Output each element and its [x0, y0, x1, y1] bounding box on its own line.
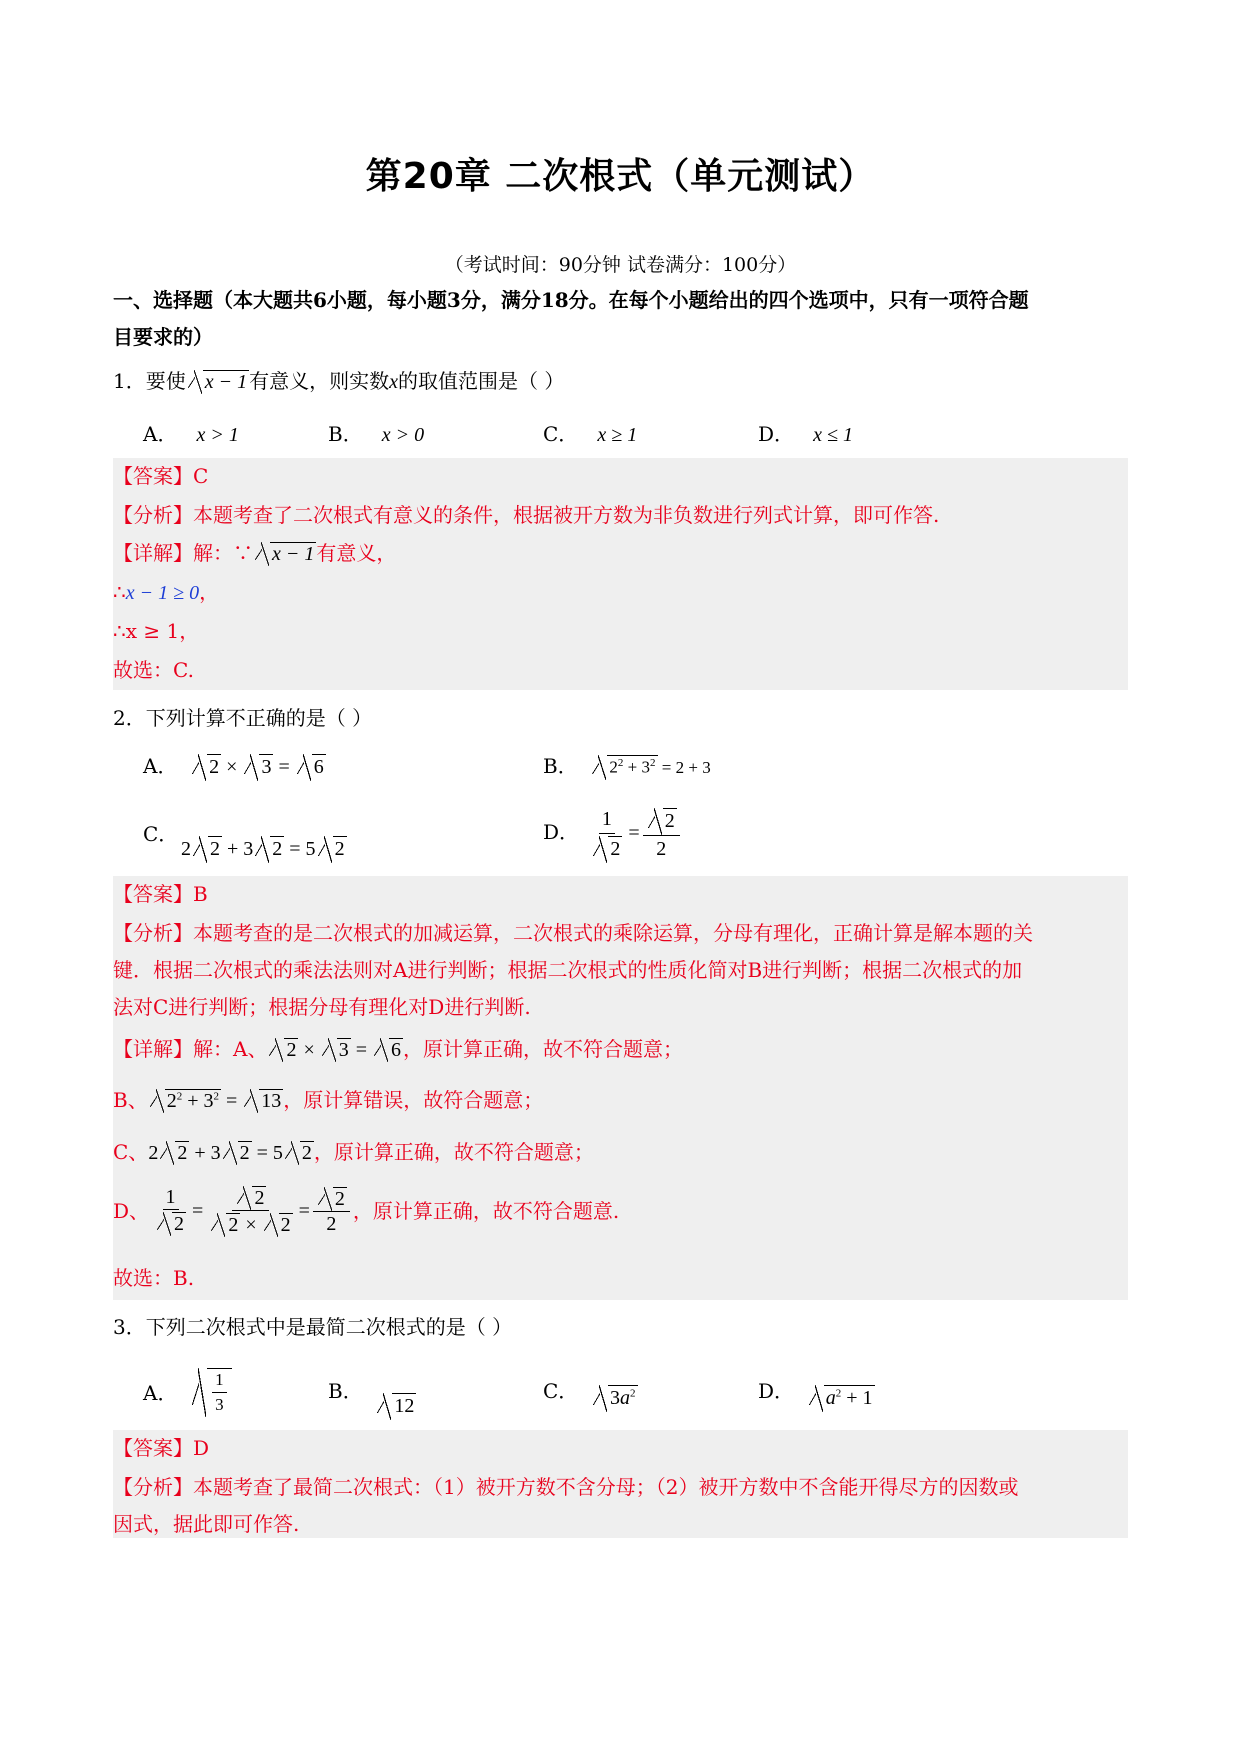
section-heading-line1: 一、选择题（本大题共6小题，每小题3分，满分18分。在每个小题给出的四个选项中，只有一项符合题 — [113, 288, 1029, 312]
question-3-stem: 3．下列二次根式中是最简二次根式的是（ ） — [113, 1315, 513, 1339]
q2-solution-box — [113, 876, 1128, 1300]
question-2-stem: 2．下列计算不正确的是（ ） — [113, 706, 373, 730]
page-title: 第20章 二次根式（单元测试） — [365, 156, 876, 197]
q2-option-c: 2 2 + 3 2 = 5 2 — [181, 838, 345, 860]
q3-option-c: C． $3a^2$ — [543, 1379, 636, 1409]
q2-option-c-label: C． — [143, 822, 179, 846]
q2-answer: 【答案】B — [113, 882, 208, 906]
q2-analysis-line2: 键．根据二次根式的乘法法则对A进行判断；根据二次根式的性质化简对B进行判断；根据二次根式的加 — [113, 958, 1023, 982]
q2-detail-c: C、2 2 + 3 2 = 5 2 ，原计算正确，故不符合题意； — [113, 1140, 594, 1164]
q3-option-b: B． 12 — [328, 1379, 415, 1417]
q2-option-b: B． $2^2 + 3^2 = 2 + 3$ — [543, 754, 711, 778]
q2-detail-b: B、 $2^2 + 3^2 = 13$ ，原计算错误，故符合题意； — [113, 1088, 544, 1112]
q1-analysis: 【分析】本题考查了二次根式有意义的条件，根据被开方数为非负数进行列式计算，即可作答. — [113, 503, 940, 527]
q1-option-d: D． x ≤ 1 — [758, 422, 853, 446]
q1-step-1: ∴x − 1 ≥ 0， — [113, 580, 220, 604]
q2-analysis-line3: 法对C进行判断；根据分母有理化对D进行判断. — [113, 995, 531, 1019]
document-page — [113, 0, 1128, 1754]
q1-option-b: B． x > 0 — [328, 422, 425, 446]
q1-detail: 【详解】解：∵ x − 1 有意义， — [113, 541, 397, 565]
section-heading-line2: 目要求的） — [113, 325, 213, 349]
q2-option-d: D． $\frac{1}{2}$ = $\frac{2}{2}$ — [543, 808, 683, 861]
q2-detail-a: 【详解】解：A、 2 × 3 = 6 ，原计算正确，故不符合题意； — [113, 1037, 684, 1061]
q1-solution-box — [113, 458, 1128, 690]
q3-analysis-line1: 【分析】本题考查了最简二次根式：（1）被开方数不含分母；（2）被开方数中不含能开得尽方的因数或 — [113, 1475, 1019, 1499]
q1-option-a: A． x > 1 — [143, 422, 239, 446]
q1-choose: 故选：C. — [113, 658, 194, 682]
q3-answer: 【答案】D — [113, 1436, 210, 1460]
q1-option-c: C． x ≥ 1 — [543, 422, 638, 446]
q2-detail-d: D、 $\frac{1}{2}$ = $\frac{2}{2 \times 2}$ = $\frac{2}{2}$ ，原计算正确，故不符合题意. — [113, 1186, 620, 1236]
q2-choose: 故选：B. — [113, 1266, 195, 1290]
question-1-stem: 1．要使 x − 1 有意义，则实数x的取值范围是（ ） — [113, 369, 565, 393]
exam-info: （考试时间：90分钟 试卷满分：100分） — [444, 254, 797, 276]
q2-option-a: A． 2 × 3 = 6 — [143, 754, 324, 778]
q1-step-2: ∴x ≥ 1， — [113, 619, 200, 643]
q1-answer: 【答案】C — [113, 464, 209, 488]
q3-analysis-line2: 因式，据此即可作答. — [113, 1512, 300, 1536]
q2-analysis-line1: 【分析】本题考查的是二次根式的加减运算，二次根式的乘除运算，分母有理化，正确计算是解本题的关 — [113, 921, 1033, 945]
q3-option-a: A． $\frac{1}{3}$ — [143, 1368, 232, 1415]
q3-option-d: D． $a^2 + 1$ — [758, 1379, 873, 1409]
q3-solution-box — [113, 1430, 1128, 1538]
